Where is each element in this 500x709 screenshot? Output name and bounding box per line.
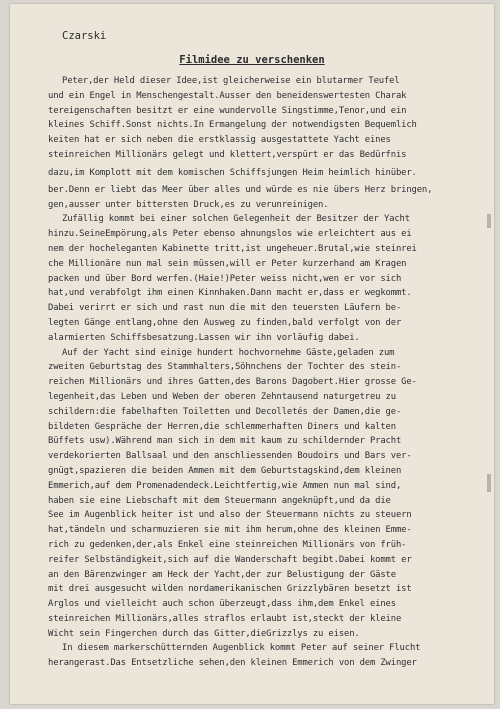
text-line: steinreichen Millionärs,alles straflos erlaubt ist,steckt der kleine xyxy=(48,613,402,624)
text-line: dazu,im Komplott mit dem komischen Schiffsjungen Heim heimlich hinüber. xyxy=(48,167,417,178)
typed-body-text xyxy=(48,74,468,671)
text-line: Wicht sein Fingerchen durch das Gitter,dieGrizzlys zu eisen. xyxy=(48,628,360,639)
text-line: In diesem markerschütternden Augenblick kommt Peter auf seiner Flucht xyxy=(62,643,421,654)
text-line: reifer Selbständigkeit,sich auf die Wanderschaft begibt.Dabei kommt er xyxy=(48,554,412,565)
text-line: legenheit,das Leben und Weben der oberen Zehntausend naturgetreu zu xyxy=(48,391,396,402)
text-line: reichen Millionärs und ihres Gatten,des Barons Dagobert.Hier grosse Ge- xyxy=(48,377,417,388)
text-line: hinzu.SeineEmpörung,als Peter ebenso ahnungslos wie erleichtert aus ei xyxy=(48,229,412,240)
author-name: Czarski xyxy=(62,30,107,42)
text-line: schildern:die fabelhaften Toiletten und Decolletés der Damen,die ge- xyxy=(48,406,402,417)
text-line: hat,tändeln und scharmuzieren sie mit ihm herum,ohne des kleinen Emme- xyxy=(48,525,412,536)
text-line: hat,und verabfolgt ihm einen Kinnhaken.Dann macht er,dass er wegkommt. xyxy=(48,288,412,299)
document-title: Filmidee zu verschenken xyxy=(179,54,325,66)
text-line: Peter,der Held dieser Idee,ist gleicherweise ein blutarmer Teufel xyxy=(62,76,400,86)
paper-edge-mark xyxy=(487,474,491,492)
document-page xyxy=(10,4,494,704)
text-line: bildeten Gespräche der Herren,die schlemmerhaften Diners und kalten xyxy=(48,421,396,432)
text-line: verdekorierten Ballsaal und den anschliessenden Boudoirs und Bars ver- xyxy=(48,451,412,462)
text-line: gnügt,spazieren die beiden Ammen mit dem Geburtstagskind,dem kleinen xyxy=(48,465,402,476)
text-line: Arglos und vielleicht auch schon überzeugt,dass ihm,dem Enkel eines xyxy=(48,599,396,610)
text-line: Emmerich,auf dem Promenadendeck.Leichtfertig,wie Ammen nun mal sind, xyxy=(48,480,402,491)
text-line: und ein Engel in Menschengestalt.Ausser den beneidenswertesten Charak xyxy=(48,90,407,101)
text-line: haben sie eine Liebschaft mit dem Steuermann angeknüpft,und da die xyxy=(48,495,391,506)
text-line: che Millionäre nun mal sein müssen,will er Peter kurzerhand am Kragen xyxy=(48,258,407,269)
text-line: Büffets usw).Während man sich in dem mit kaum zu schildernder Pracht xyxy=(48,436,402,447)
text-line: packen und über Bord werfen.(Haie!)Peter weiss nicht,wen er vor sich xyxy=(48,273,402,284)
text-line: See im Augenblick heiter ist und also der Steuermann nichts zu steuern xyxy=(48,510,412,521)
text-line: ber.Denn er liebt das Meer über alles und würde es nie übers Herz bringen, xyxy=(48,184,433,195)
text-line: rich zu gedenken,der,als Enkel eine steinreichen Millionärs von früh- xyxy=(48,539,407,550)
text-line: tereigenschaften besitzt er eine wundervolle Singstimme,Tenor,und ein xyxy=(48,105,407,116)
text-line: nem der hocheleganten Kabinette tritt,ist ungeheuer.Brutal,wie steinrei xyxy=(48,243,417,254)
text-line: herangerast.Das Entsetzliche sehen,den kleinen Emmerich von dem Zwinger xyxy=(48,658,417,669)
text-line: zweiten Geburtstag des Stammhalters,Söhnchens der Tochter des stein- xyxy=(48,362,402,373)
text-line: Zufällig kommt bei einer solchen Gelegenheit der Besitzer der Yacht xyxy=(62,214,410,225)
text-line: steinreichen Millionärs gelegt und klettert,verspürt er das Bedürfnis xyxy=(48,149,407,160)
text-line: Dabei verirrt er sich und rast nun die mit den teuersten Läufern be- xyxy=(48,303,402,314)
text-line: alarmierten Schiffsbesatzung.Lassen wir ihn vorläufig dabei. xyxy=(48,332,360,343)
text-line: mit drei ausgesucht wilden nordamerikanischen Grizzlybären besetzt ist xyxy=(48,584,412,595)
text-line: an den Bärenzwinger am Heck der Yacht,der zur Belustigung der Gäste xyxy=(48,569,396,580)
text-line: kleines Schiff.Sonst nichts.In Ermangelung der notwendigsten Bequemlich xyxy=(48,120,417,131)
text-line: Auf der Yacht sind einige hundert hochvornehme Gäste,geladen zum xyxy=(62,347,395,358)
text-line: keiten hat er sich neben die erstklassig ausgestattete Yacht eines xyxy=(48,135,391,146)
text-line: gen,ausser unter bittersten Druck,es zu verunreinigen. xyxy=(48,199,329,210)
paper-edge-mark xyxy=(487,214,491,228)
text-line: legten Gänge entlang,ohne den Ausweg zu finden,bald verfolgt von der xyxy=(48,317,402,328)
